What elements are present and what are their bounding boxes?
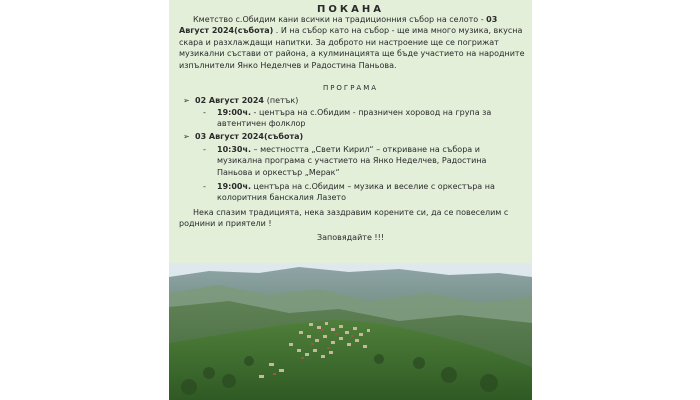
item-text: – местността „Свети Кирил“ – откриване на събора и музикална програма с участието на Янко Неделчев, Радостина Паньова и оркестър „Мерак“ <box>217 145 487 177</box>
program-day-2 <box>183 131 523 142</box>
village-aerial-photo <box>169 263 532 400</box>
item-time: 10:30ч. <box>217 145 251 154</box>
invitation-intro <box>179 14 525 71</box>
program-title: ПРОГРАМА <box>322 84 379 92</box>
item-text: - центъра на с.Обидим - празничен хоровод на група за автентичен фолклор <box>217 108 492 129</box>
dash-icon: - <box>203 182 206 191</box>
dash-icon: - <box>203 145 206 154</box>
day-2-date: 03 Август 2024(събота) <box>195 132 304 141</box>
closing-paragraph: Нека спазим традицията, нека заздравим корените си, да се повеселим с роднини и приятели ! <box>179 208 509 229</box>
program-day-1 <box>183 95 523 106</box>
day-1-weekday: (петък) <box>266 96 299 105</box>
closing-text <box>179 207 525 230</box>
item-time: 19:00ч. <box>217 182 251 191</box>
dash-icon: - <box>203 108 206 117</box>
item-text: центъра на с.Обидим – музика и веселие с оркестъра на колоритния банскалия Лазето <box>217 182 495 203</box>
arrow-bullet-icon: ➢ <box>183 132 190 141</box>
day-1-date: 02 Август 2024 <box>195 96 264 105</box>
item-time: 19:00ч. <box>217 108 251 117</box>
invitation-title: ПОКАНА <box>317 4 384 15</box>
arrow-bullet-icon: ➢ <box>183 96 190 105</box>
welcome-text: Заповядайте !!! <box>316 233 385 242</box>
intro-date: 03 Август 2024(събота) <box>179 15 498 36</box>
intro-line: Кметство с.Обидим кани всички на традиционния събор на селото - <box>193 15 484 24</box>
invitation-sheet <box>169 0 532 400</box>
intro-rest: . И на събор като на събор - ще има много музика, вкусна скара и разхлаждащи напитки. За доброто ни настроение ще се погрижат музикални състави от района, а кулминацията ще бъде участието на народните изпълнители Янко Неделчев и Радостина Паньова. <box>179 26 525 70</box>
